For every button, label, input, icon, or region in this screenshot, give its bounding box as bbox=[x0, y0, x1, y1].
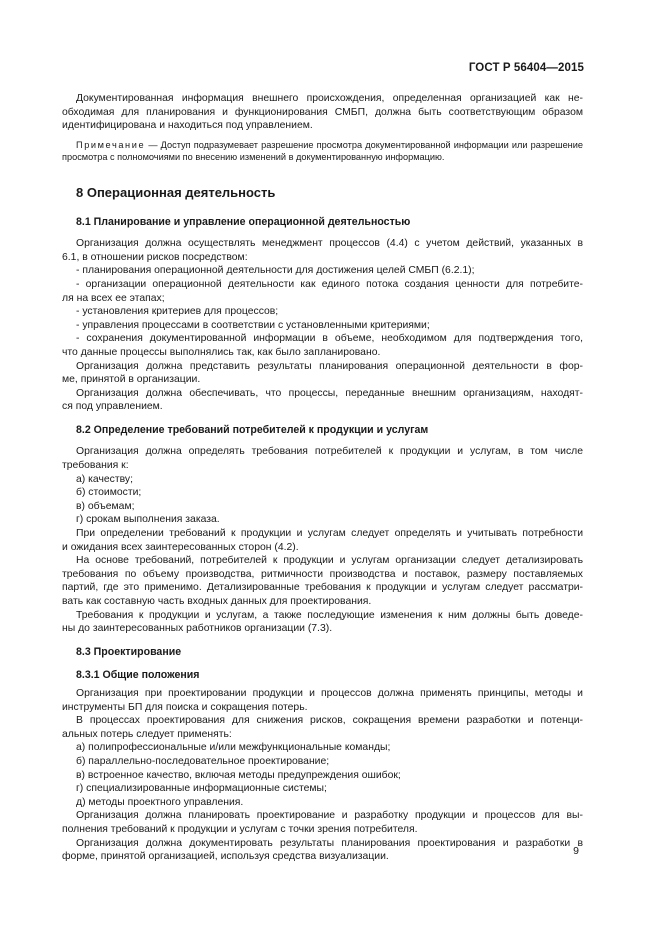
text-line: и ожидания всех заинтересованных сторон (4.2). bbox=[62, 541, 299, 553]
text-line: полнения требований к продукции и услугам с точки зрения потребителя. bbox=[62, 823, 418, 835]
section-8-1-body bbox=[62, 237, 583, 414]
page-content bbox=[62, 92, 583, 864]
section-8-2-body bbox=[62, 445, 583, 635]
text-line: форме, принятой организацией, используя средства визуализации. bbox=[62, 851, 389, 863]
note-label: Примечание bbox=[76, 139, 146, 150]
text-line: идентифицирована и находиться под управлением. bbox=[62, 120, 313, 132]
page-number: 9 bbox=[573, 845, 579, 857]
text-line: Организация должна планировать проектирование и разработку продукции и процессов для вы- bbox=[76, 810, 583, 822]
text-line: Организация при проектировании продукции и процессов должна применять принципы, методы и bbox=[76, 687, 583, 699]
text-line: Организация должна представить результаты планирования операционной деятельности в фор- bbox=[76, 360, 583, 372]
text-line: На основе требований, потребителей к продукции и услугам организации следует детализировать bbox=[76, 555, 583, 567]
standard-number: ГОСТ Р 56404—2015 bbox=[468, 62, 584, 74]
note-text: — Доступ подразумевает разрешение просмотра документированной информации или разрешение просмотра с полномочиями по внесению изменений в документированную информацию. bbox=[62, 139, 583, 163]
list-item: г) специализированные информационные системы; bbox=[76, 783, 327, 795]
text-line: В процессах проектирования для снижения рисков, сокращения времени разработки и потенци- bbox=[76, 715, 583, 727]
text-line: обходимая для планирования и функционирования СМБП, должна быть соответствующим образом bbox=[62, 106, 583, 118]
text-line: 6.1, в отношении рисков посредством: bbox=[62, 251, 248, 263]
text-line: инструменты БП для поиска и сокращения потерь. bbox=[62, 701, 308, 713]
list-item: а) полипрофессиональные и/или межфункциональные команды; bbox=[76, 742, 391, 754]
list-item: г) срокам выполнения заказа. bbox=[76, 514, 220, 526]
text-line: партий, где это применимо. Детализированные требования к продукции и услугам следует рассматри- bbox=[62, 582, 583, 594]
list-item: - сохранения документированной информации в объеме, необходимом для подтверждения того, bbox=[76, 333, 583, 345]
list-item-continuation: что данные процессы выполнялись так, как было запланировано. bbox=[62, 346, 381, 358]
text-line: ме, принятой в организации. bbox=[62, 374, 201, 386]
list-item: в) встроенное качество, включая методы предупреждения ошибок; bbox=[76, 769, 401, 781]
list-item: б) стоимости; bbox=[76, 487, 142, 499]
section-8-heading: 8 Операционная деятельность bbox=[76, 184, 276, 200]
section-8-3-1-heading: 8.3.1 Общие положения bbox=[76, 669, 200, 682]
list-item: б) параллельно-последовательное проектирование; bbox=[76, 755, 330, 767]
text-line: При определении требований к продукции и услугам следует определять и учитывать потребности bbox=[76, 528, 583, 540]
text-line: ны до заинтересованных работников организации (7.3). bbox=[62, 623, 333, 635]
list-item: - управления процессами в соответствии с установленными критериями; bbox=[76, 319, 430, 331]
list-item: а) качеству; bbox=[76, 473, 133, 485]
text-line: вать как составную часть входных данных для проектирования. bbox=[62, 596, 372, 607]
list-item: - установления критериев для процессов; bbox=[76, 306, 279, 318]
text-line: альных потерь следует применять: bbox=[62, 728, 232, 740]
list-item: - организации операционной деятельности как единого потока создания ценности для потребите- bbox=[76, 278, 583, 290]
text-line: Требования к продукции и услугам, а также последующие изменения к ним должны быть доведе- bbox=[76, 609, 583, 621]
intro-paragraph bbox=[62, 92, 583, 133]
text-line: Организация должна документировать результаты планирования проектирования и разработки в bbox=[76, 837, 583, 849]
list-item: - планирования операционной деятельности для достижения целей СМБП (6.2.1); bbox=[76, 265, 475, 277]
text-line: Организация должна определять требования потребителей к продукции и услугам, в том числе bbox=[76, 446, 583, 458]
text-line: требования по объему производства, ритмичности производства и поставок, размеру поставляемых bbox=[62, 568, 583, 580]
section-8-3-1-body bbox=[62, 687, 583, 864]
section-8-2-heading: 8.2 Определение требований потребителей к продукции и услугам bbox=[76, 423, 429, 436]
list-item: д) методы проектного управления. bbox=[76, 796, 244, 808]
section-8-3-heading: 8.3 Проектирование bbox=[76, 645, 182, 658]
text-line: Организация должна обеспечивать, что процессы, переданные внешним организациям, находят- bbox=[76, 387, 583, 399]
text-line: Организация должна осуществлять менеджмент процессов (4.4) с учетом действий, указанных в bbox=[76, 238, 583, 250]
list-item: в) объемам; bbox=[76, 500, 135, 512]
section-8-1-heading: 8.1 Планирование и управление операционной деятельностью bbox=[76, 215, 411, 228]
text-line: ся под управлением. bbox=[62, 401, 163, 413]
text-line: требования к: bbox=[62, 460, 129, 472]
list-item-continuation: ля на всех ее этапах; bbox=[62, 292, 165, 304]
note-paragraph bbox=[62, 139, 583, 164]
text-line: Документированная информация внешнего происхождения, определенная организацией как не- bbox=[76, 93, 583, 104]
